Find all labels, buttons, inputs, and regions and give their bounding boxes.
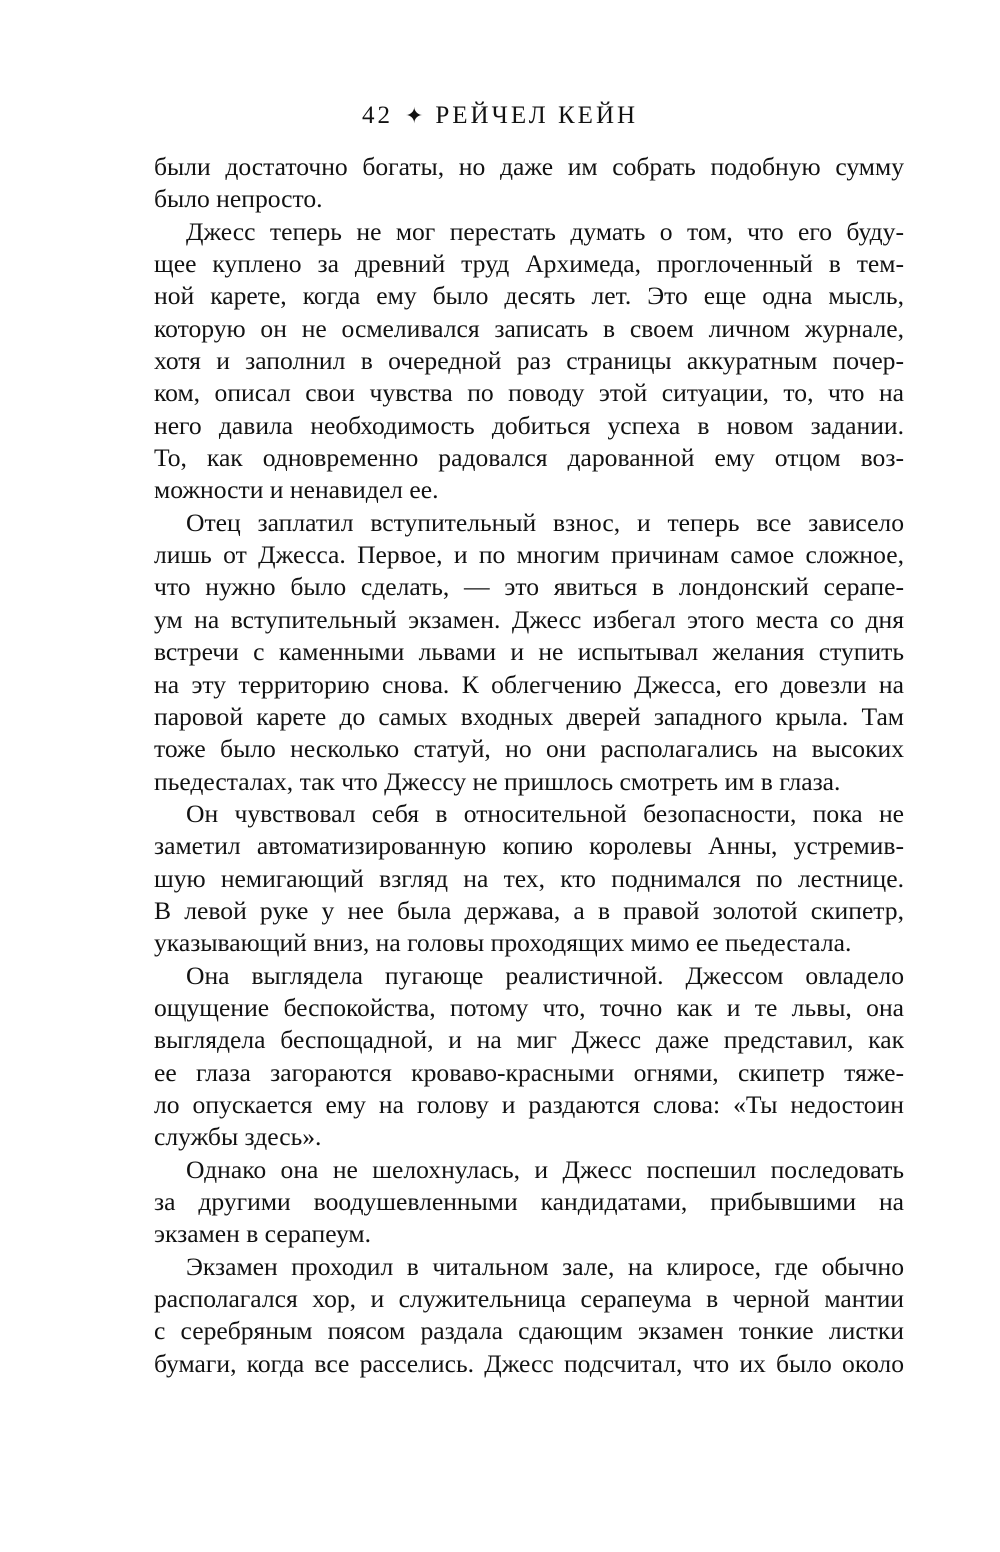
text-line: с серебряным поясом раздала сдающим экзамен тонкие листки bbox=[154, 1316, 904, 1346]
text-line: ощущение беспокойства, потому что, точно как и те львы, она bbox=[154, 992, 904, 1022]
paragraph bbox=[154, 798, 904, 960]
ornament-separator-icon: ✦ bbox=[404, 103, 424, 128]
text-line: выглядела беспощадной, и на миг Джесс даже представил, как bbox=[154, 1025, 904, 1055]
text-line: То, как одновременно радовался дарованной ему отцом воз- bbox=[154, 443, 904, 473]
body-text bbox=[154, 151, 904, 1380]
text-line: Однако она не шелохнулась, и Джесс поспешил последовать bbox=[186, 1154, 904, 1184]
text-line: бумаги, когда все расселись. Джесс подсчитал, что их было около bbox=[154, 1348, 904, 1378]
text-line: Отец заплатил вступительный взнос, и теперь все зависело bbox=[186, 507, 904, 537]
author-name: РЕЙЧЕЛ КЕЙН bbox=[435, 102, 639, 129]
text-line: Она выглядела пугающе реалистичной. Джессом овладело bbox=[186, 960, 904, 990]
paragraph bbox=[154, 1251, 904, 1380]
text-line: располагался хор, и служительница серапеума в черной мантии bbox=[154, 1284, 904, 1314]
text-line: что нужно было сделать, — это явиться в лондонский серапе- bbox=[154, 572, 904, 602]
text-line: В левой руке у нее была держава, а в правой золотой скипетр, bbox=[154, 895, 904, 925]
paragraph bbox=[154, 216, 904, 507]
text-line: экзамен в серапеум. bbox=[154, 1219, 372, 1249]
text-line: ло опускается ему на голову и раздаются слова: «Ты недостоин bbox=[154, 1089, 904, 1119]
text-line: лишь от Джесса. Первое, и по многим причинам самое сложное, bbox=[154, 540, 904, 570]
text-line: службы здесь». bbox=[154, 1122, 322, 1152]
text-line: были достаточно богаты, но даже им собрать подобную сумму bbox=[154, 152, 904, 181]
text-line: встречи с каменными львами и не испытывал желания ступить bbox=[154, 637, 904, 667]
text-line: Джесс теперь не мог перестать думать о том, что его буду- bbox=[186, 216, 904, 246]
text-line: Он чувствовал себя в относительной безопасности, пока не bbox=[186, 798, 904, 828]
running-head bbox=[0, 96, 1000, 136]
paragraph bbox=[154, 1154, 904, 1251]
text-line: можности и ненавидел ее. bbox=[154, 475, 439, 505]
paragraph bbox=[154, 507, 904, 798]
text-line: за другими воодушевленными кандидатами, прибывшими на bbox=[154, 1187, 904, 1216]
text-line: шую немигающий взгляд на тех, кто поднимался по лестнице. bbox=[154, 863, 904, 893]
text-line: которую он не осмеливался записать в своем личном журнале, bbox=[154, 313, 904, 343]
text-line: щее куплено за древний труд Архимеда, проглоченный в тем- bbox=[154, 249, 904, 279]
text-line: было непросто. bbox=[154, 184, 323, 214]
text-line: Экзамен проходил в читальном зале, на клиросе, где обычно bbox=[186, 1251, 904, 1281]
text-line: тоже было несколько статуй, но они располагались на высоких bbox=[154, 734, 904, 764]
text-line: ной карете, когда ему было десять лет. Это еще одна мысль, bbox=[154, 281, 904, 311]
text-line: ее глаза загораются кроваво-красными огнями, скипетр тяже- bbox=[154, 1057, 904, 1087]
text-line: заметил автоматизированную копию королевы Анны, устремив- bbox=[154, 831, 904, 861]
text-line: хотя и заполнил в очередной раз страницы аккуратным почер- bbox=[154, 346, 904, 376]
text-line: ком, описал свои чувства по поводу этой ситуации, то, что на bbox=[154, 378, 904, 408]
page-number: 42 bbox=[361, 102, 393, 129]
text-line: паровой карете до самых входных дверей западного крыла. Там bbox=[154, 701, 904, 731]
text-line: указывающий вниз, на головы проходящих мимо ее пьедестала. bbox=[154, 928, 852, 958]
text-line: пьедесталах, так что Джессу не пришлось смотреть им в глаза. bbox=[154, 766, 841, 796]
text-line: ум на вступительный экзамен. Джесс избегал этого места со дня bbox=[154, 604, 904, 634]
paragraph bbox=[154, 960, 904, 1154]
text-line: него давила необходимость добиться успеха в новом задании. bbox=[154, 410, 904, 440]
text-line: на эту территорию снова. К облегчению Джесса, его довезли на bbox=[154, 669, 904, 699]
paragraph bbox=[154, 151, 904, 216]
